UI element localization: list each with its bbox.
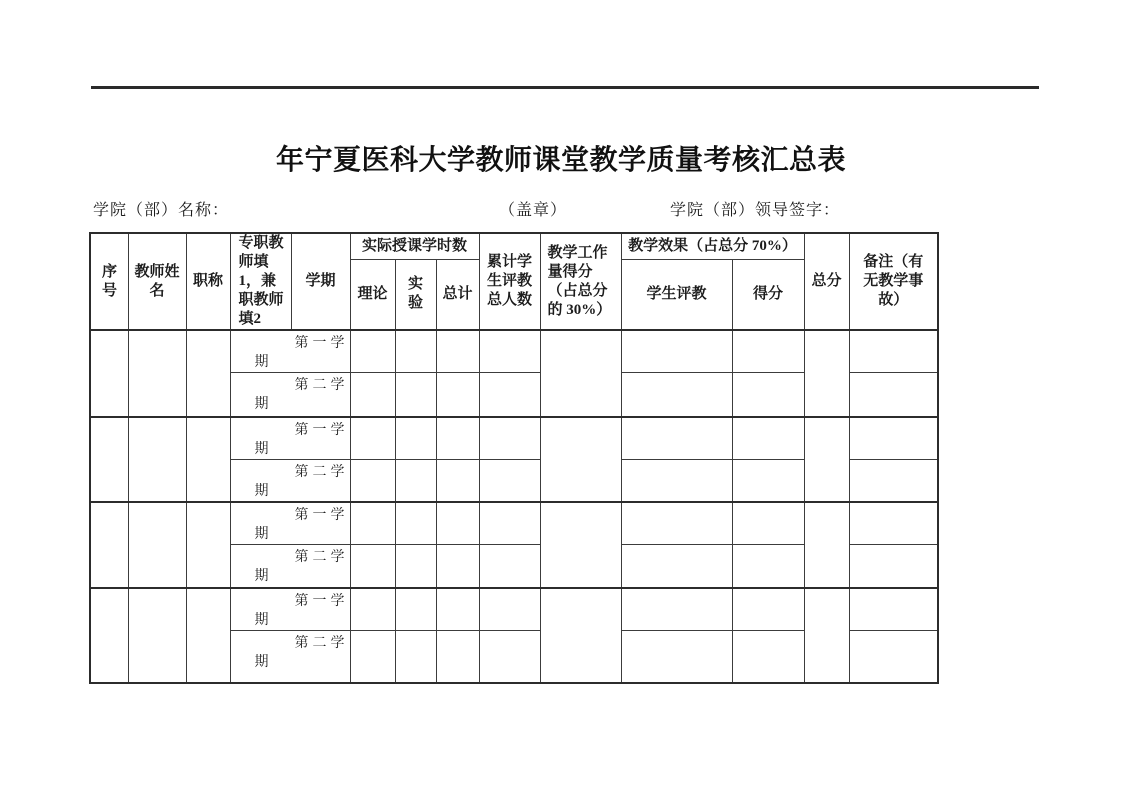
cell-semester-first: 第一学期 bbox=[230, 502, 350, 545]
header-experiment: 实验 bbox=[395, 259, 436, 330]
cell-teacher-name bbox=[128, 330, 186, 417]
cell-seq-no bbox=[90, 588, 128, 684]
cell-total-hours bbox=[436, 417, 479, 460]
cell-workload-score bbox=[540, 588, 621, 684]
cell-theory-hours bbox=[350, 502, 395, 545]
cell-cumulative-evaluators bbox=[479, 545, 540, 588]
cell-theory-hours bbox=[350, 330, 395, 373]
cell-total-hours bbox=[436, 588, 479, 631]
cell-teacher-name bbox=[128, 502, 186, 588]
cell-seq-no bbox=[90, 502, 128, 588]
assessment-summary-table bbox=[89, 232, 939, 684]
header-total-score: 总分 bbox=[804, 233, 849, 330]
cell-workload-score bbox=[540, 417, 621, 503]
cell-total-hours bbox=[436, 502, 479, 545]
cell-theory-hours bbox=[350, 588, 395, 631]
cell-total-score bbox=[804, 330, 849, 417]
cell-student-evaluation bbox=[621, 545, 732, 588]
cell-total-hours bbox=[436, 330, 479, 373]
cell-theory-hours bbox=[350, 417, 395, 460]
cell-student-evaluation bbox=[621, 502, 732, 545]
cell-experiment-hours bbox=[395, 330, 436, 373]
cell-workload-score bbox=[540, 330, 621, 417]
cell-workload-score bbox=[540, 502, 621, 588]
cell-seq-no bbox=[90, 330, 128, 417]
cell-remarks bbox=[849, 417, 938, 460]
cell-remarks bbox=[849, 373, 938, 417]
header-semester: 学期 bbox=[291, 233, 350, 330]
cell-cumulative-evaluators bbox=[479, 502, 540, 545]
cell-remarks bbox=[849, 588, 938, 631]
cell-cumulative-evaluators bbox=[479, 588, 540, 631]
header-seq-no: 序号 bbox=[90, 233, 128, 330]
header-teacher-name: 教师姓名 bbox=[128, 233, 186, 330]
cell-score bbox=[732, 373, 804, 417]
cell-remarks bbox=[849, 545, 938, 588]
cell-job-title bbox=[186, 588, 230, 684]
cell-experiment-hours bbox=[395, 502, 436, 545]
cell-remarks bbox=[849, 630, 938, 683]
cell-student-evaluation bbox=[621, 588, 732, 631]
cell-job-title bbox=[186, 417, 230, 503]
cell-score bbox=[732, 459, 804, 502]
cell-experiment-hours bbox=[395, 417, 436, 460]
cell-cumulative-evaluators bbox=[479, 417, 540, 460]
header-effect-group: 教学效果（占总分 70%） bbox=[621, 233, 804, 259]
cell-total-hours bbox=[436, 545, 479, 588]
cell-score bbox=[732, 545, 804, 588]
cell-semester-second: 第二学期 bbox=[230, 545, 350, 588]
cell-cumulative-evaluators bbox=[479, 373, 540, 417]
cell-cumulative-evaluators bbox=[479, 459, 540, 502]
cell-student-evaluation bbox=[621, 459, 732, 502]
cell-score bbox=[732, 330, 804, 373]
cell-remarks bbox=[849, 330, 938, 373]
cell-remarks bbox=[849, 502, 938, 545]
cell-total-hours bbox=[436, 459, 479, 502]
cell-seq-no bbox=[90, 417, 128, 503]
cell-semester-second: 第二学期 bbox=[230, 459, 350, 502]
header-rule-line bbox=[91, 86, 1039, 89]
cell-experiment-hours bbox=[395, 630, 436, 683]
header-workload-score: 教学工作量得分（占总分的 30%） bbox=[540, 233, 621, 330]
cell-teacher-name bbox=[128, 417, 186, 503]
cell-remarks bbox=[849, 459, 938, 502]
cell-experiment-hours bbox=[395, 459, 436, 502]
cell-theory-hours bbox=[350, 545, 395, 588]
cell-score bbox=[732, 502, 804, 545]
cell-semester-second: 第二学期 bbox=[230, 630, 350, 683]
cell-student-evaluation bbox=[621, 630, 732, 683]
cell-score bbox=[732, 588, 804, 631]
cell-job-title bbox=[186, 502, 230, 588]
cell-theory-hours bbox=[350, 459, 395, 502]
cell-student-evaluation bbox=[621, 330, 732, 373]
cell-semester-first: 第一学期 bbox=[230, 417, 350, 460]
cell-semester-second: 第二学期 bbox=[230, 373, 350, 417]
seal-label: （盖章） bbox=[499, 202, 568, 219]
meta-line bbox=[0, 197, 1122, 219]
cell-total-score bbox=[804, 588, 849, 684]
cell-semester-first: 第一学期 bbox=[230, 330, 350, 373]
cell-experiment-hours bbox=[395, 545, 436, 588]
department-name-label: 学院（部）名称： bbox=[93, 202, 230, 219]
header-job-title: 职称 bbox=[186, 233, 230, 330]
cell-job-title bbox=[186, 330, 230, 417]
cell-experiment-hours bbox=[395, 588, 436, 631]
cell-teacher-name bbox=[128, 588, 186, 684]
header-score: 得分 bbox=[732, 259, 804, 330]
cell-theory-hours bbox=[350, 373, 395, 417]
header-theory: 理论 bbox=[350, 259, 395, 330]
header-cumulative-evaluators: 累计学生评教总人数 bbox=[479, 233, 540, 330]
header-total: 总计 bbox=[436, 259, 479, 330]
cell-total-score bbox=[804, 502, 849, 588]
cell-cumulative-evaluators bbox=[479, 630, 540, 683]
cell-experiment-hours bbox=[395, 373, 436, 417]
cell-theory-hours bbox=[350, 630, 395, 683]
header-actual-hours-group: 实际授课学时数 bbox=[350, 233, 479, 259]
page-title: 年宁夏医科大学教师课堂教学质量考核汇总表 bbox=[275, 144, 846, 175]
leader-signature-label: 学院（部）领导签字： bbox=[670, 202, 841, 219]
cell-cumulative-evaluators bbox=[479, 330, 540, 373]
cell-student-evaluation bbox=[621, 373, 732, 417]
header-student-evaluation: 学生评教 bbox=[621, 259, 732, 330]
cell-total-hours bbox=[436, 630, 479, 683]
cell-semester-first: 第一学期 bbox=[230, 588, 350, 631]
header-remarks: 备注（有无教学事故） bbox=[849, 233, 938, 330]
header-fulltime-note: 专职教师填1，兼职教师填2 bbox=[230, 233, 291, 330]
cell-score bbox=[732, 417, 804, 460]
cell-score bbox=[732, 630, 804, 683]
cell-total-score bbox=[804, 417, 849, 503]
cell-student-evaluation bbox=[621, 417, 732, 460]
cell-total-hours bbox=[436, 373, 479, 417]
